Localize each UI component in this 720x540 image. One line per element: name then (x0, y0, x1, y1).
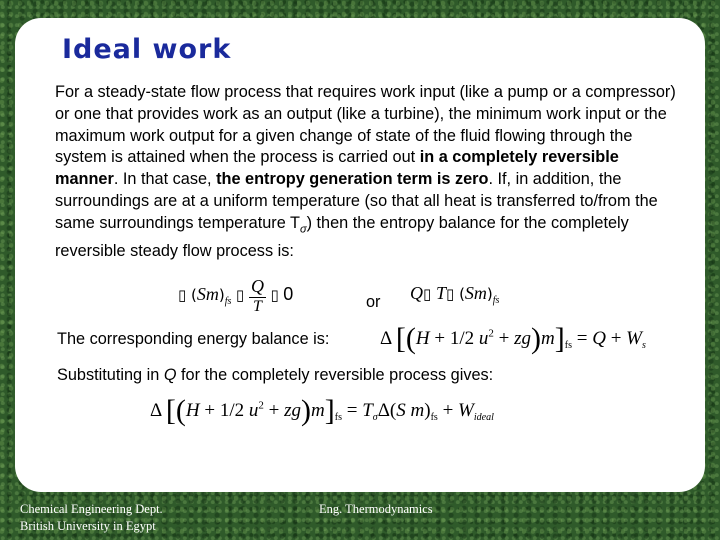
eq4-m: m (311, 400, 325, 421)
eq3-W: W (626, 328, 642, 349)
eq1-m: m (205, 284, 219, 305)
energy-balance-label: The corresponding energy balance is: (57, 330, 330, 348)
footer-course: Eng. Thermodynamics (319, 502, 433, 516)
para-text-3: . If, in addition, the surroundings are at a uniform temperature (so that all heat is transferred to/from the same surroundings temperature T (55, 170, 658, 232)
eq4-sigma: σ (372, 412, 378, 423)
para-sigma: σ (299, 223, 307, 236)
eq4-S: S (396, 400, 406, 421)
eq3-half: 1/2 (449, 328, 475, 349)
para-text-2: . In that case, (113, 170, 217, 189)
eq4-fs: fs (334, 412, 342, 423)
substitution-label (57, 366, 493, 385)
eq2-m: m (473, 283, 487, 303)
eq4-W: W (458, 400, 474, 421)
para-bold-2: the entropy generation term is zero (216, 170, 489, 189)
eq1-fraction (249, 276, 266, 316)
eq3-H: H (415, 328, 430, 349)
eq1-T: T (252, 298, 262, 315)
eq4-delta: Δ (150, 400, 162, 421)
eq4-u: u (248, 400, 259, 421)
entropy-balance-equation: ▯ $(Sm)_{fs}$ ▯ $\frac{Q}{T}$ ▯ 0 (178, 276, 294, 315)
eq1-S: S (196, 284, 206, 305)
eq3-sq: 2 (488, 327, 494, 340)
eq4-m2: m (410, 400, 425, 421)
eq4-zg: zg (284, 400, 302, 421)
eq3-fs: fs (564, 340, 572, 351)
or-label: or (366, 293, 381, 311)
para-text-1: For a steady-state flow process that requires work input (like a pump or a compressor) or one that provides work as an output (like a turbine), the minimum work input or the maximum work output for a given change of state of the fluid flowing through the system is attained when the process is carried out (55, 83, 676, 167)
eq1-fs: fs (224, 296, 232, 308)
para-bold-1: in a completely reversible manner (55, 148, 619, 189)
entropy-balance-equation-alt: Q▯ T▯ $(Sm)_{fs}$ (410, 283, 500, 306)
subst-Q: Q (163, 366, 177, 384)
footer-department (20, 502, 163, 534)
eq3-m: m (541, 328, 555, 349)
eq4-sq: 2 (258, 399, 264, 412)
subst-post: for the completely reversible process gives: (176, 366, 494, 384)
eq2-fs: fs (492, 295, 500, 306)
footer-line-1: Chemical Engineering Dept. (20, 502, 163, 516)
eq4-ideal: ideal (473, 412, 494, 423)
eq2-Q: Q (410, 283, 423, 303)
body-paragraph (55, 82, 685, 263)
eq1-Q: Q (250, 276, 264, 296)
slide-title: Ideal work (62, 34, 232, 65)
eq2-T: T (436, 283, 447, 303)
eq1-zero: 0 (283, 284, 294, 305)
footer-line-2: British University in Egypt (20, 519, 156, 533)
subst-pre: Substituting in (57, 366, 164, 384)
eq4-fs2: fs (430, 412, 438, 423)
ideal-work-equation: Δ [(H + 1/2 $u^2 + zg)m]_{fs} = T_\sigma\Delta(S$ $m)_{fs} + W_{ideal}$ (150, 394, 494, 427)
eq2-S: S (464, 283, 474, 303)
eq3-Q: Q (592, 328, 606, 349)
eq3-u: u (478, 328, 489, 349)
eq4-H: H (185, 400, 200, 421)
para-text-4: ) then the entropy balance for the completely reversible steady flow process is: (55, 213, 629, 260)
eq3-delta: Δ (380, 328, 392, 349)
eq4-T: T (362, 400, 373, 421)
energy-balance-equation: Δ [(H + 1/2 $u^2 + zg)m]_{fs} = Q + W_s$ (380, 322, 646, 355)
eq4-half: 1/2 (219, 400, 245, 421)
eq3-zg: zg (514, 328, 532, 349)
eq3-s: s (641, 340, 646, 351)
